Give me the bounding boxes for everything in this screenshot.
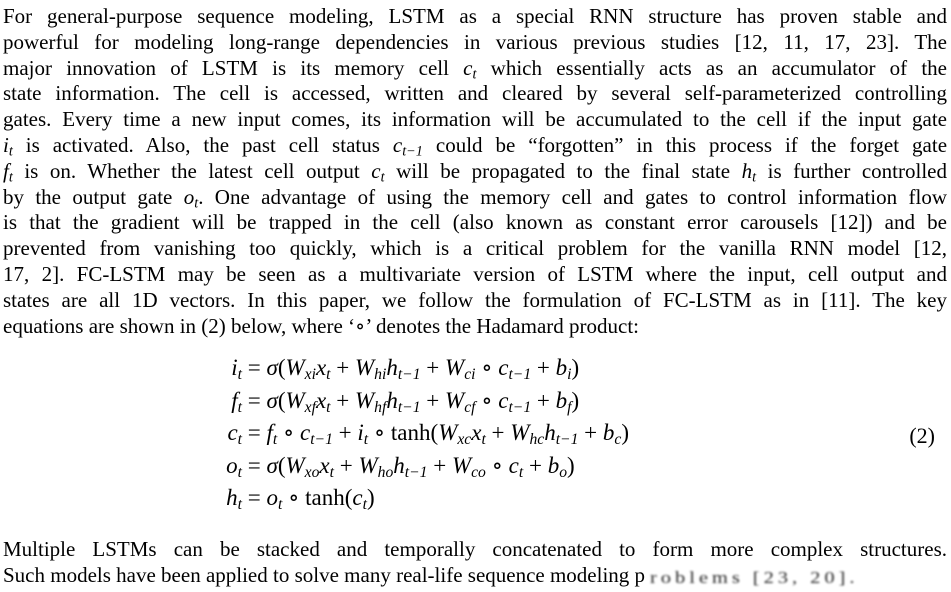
math-var: $h_{t-1}$ xyxy=(544,420,579,448)
degraded-text: roblems [23, 20]. xyxy=(650,567,859,588)
math-operator: = xyxy=(242,485,267,510)
math-var: $c_t$ xyxy=(463,55,477,82)
math-var: $c_{t-1}$ xyxy=(300,420,333,448)
text-line: 17, 2]. FC-LSTM may be seen as a multivariate version of LSTM where the input, cell output and xyxy=(3,261,947,286)
math-var: $c_t$ xyxy=(352,485,367,513)
math-var: $c_t$ xyxy=(371,158,385,185)
math-var: $h_t$ xyxy=(226,485,242,513)
text-line: powerful for modeling long-range dependencies in various previous studies [12, 11, 17, 23]. The xyxy=(3,29,947,54)
math-var: $b_c$ xyxy=(602,420,622,448)
equation-line xyxy=(212,385,629,418)
math-var: $b_o$ xyxy=(547,452,568,481)
math-operator: ) xyxy=(571,355,580,380)
math-var: $c_t$ xyxy=(508,452,524,481)
paragraph-stacked-lstms xyxy=(3,537,947,589)
math-var: $h_t$ xyxy=(741,158,757,185)
math-operator: ( xyxy=(277,387,286,413)
math-var: $f_t$ xyxy=(266,420,278,448)
equation-lhs xyxy=(212,352,242,385)
math-operator: + xyxy=(523,452,548,478)
equation-line xyxy=(212,482,629,515)
math-operator: ∘ xyxy=(485,452,509,478)
math-operator: + xyxy=(420,355,446,380)
equation-line xyxy=(212,352,629,385)
text-line: equations are shown in (2) below, where ‘∘’ denotes the Hadamard product: xyxy=(3,313,639,338)
math-operator: = xyxy=(242,452,267,478)
math-operator: = xyxy=(242,420,267,445)
math-var: $f_t$ xyxy=(231,387,242,416)
text-line: For general-purpose sequence modeling, LSTM as a special RNN structure has proven stable and xyxy=(3,4,947,28)
equation-block xyxy=(212,352,629,515)
math-var: $h_{t-1}$ xyxy=(386,387,421,416)
math-operator: ) xyxy=(567,452,575,478)
text-line: $f_t$ is on. Whether the latest cell output $c_t$ will be propagated to the final state $h_t$ is further controlled xyxy=(3,158,947,185)
text-line: gates. Every time a new input comes, its information will be accumulated to the cell if the input gate xyxy=(3,107,947,132)
math-var: $c_t$ xyxy=(227,420,242,448)
math-var: $o_t$ xyxy=(226,452,242,481)
math-var: $o_t$ xyxy=(266,485,283,513)
math-var: $W_{xo}$ xyxy=(285,452,320,481)
math-greek: σ xyxy=(266,387,278,413)
math-operator: = xyxy=(242,355,267,380)
math-greek: σ xyxy=(266,452,278,478)
math-operator: + xyxy=(427,452,452,478)
math-var: $h_{t-1}$ xyxy=(393,452,428,481)
equation-number: (2) xyxy=(909,423,935,448)
math-var: $f_t$ xyxy=(3,158,13,185)
math-var: $i_t$ xyxy=(357,420,369,448)
math-var: $o_t$ xyxy=(183,184,199,211)
text-line: Such models have been applied to solve many real-life sequence modeling p roblems [23, 20]. xyxy=(3,562,859,588)
math-operator: ∘ tanh( xyxy=(368,420,439,445)
math-var: $W_{ho}$ xyxy=(358,452,394,481)
math-operator: + xyxy=(333,452,359,478)
math-var: $i_t$ xyxy=(231,355,242,383)
math-operator: + xyxy=(330,387,355,413)
math-var: $x_t$ xyxy=(471,420,486,448)
math-operator: + xyxy=(531,355,556,380)
equation-lhs xyxy=(212,417,242,450)
paragraph-lstm-intro xyxy=(3,4,947,339)
math-var: $x_t$ xyxy=(315,355,331,383)
math-var: $c_{t-1}$ xyxy=(498,387,532,416)
math-var: $W_{hf}$ xyxy=(355,387,387,416)
math-var: $W_{hi}$ xyxy=(355,355,387,383)
math-var: $W_{co}$ xyxy=(451,452,486,481)
math-operator: = xyxy=(242,387,267,413)
math-var: $W_{xf}$ xyxy=(285,387,316,416)
math-var: $c_{t-1}$ xyxy=(392,132,423,159)
math-var: $W_{cf}$ xyxy=(445,387,476,416)
math-var: $h_{t-1}$ xyxy=(386,355,421,383)
math-operator: + xyxy=(578,420,603,445)
math-var: $W_{ci}$ xyxy=(445,355,476,383)
math-var: $W_{xc}$ xyxy=(438,420,472,448)
math-operator: ) xyxy=(571,387,580,413)
text-line: major innovation of LSTM is its memory cell $c_t$ which essentially acts as an accumulator of the xyxy=(3,55,947,82)
math-greek: σ xyxy=(266,355,278,380)
math-operator: ( xyxy=(277,452,286,478)
math-operator: ∘ xyxy=(475,355,499,380)
math-var: $x_t$ xyxy=(315,387,331,416)
equation-lhs xyxy=(212,482,242,515)
equation-line xyxy=(212,450,629,483)
text-line: Multiple LSTMs can be stacked and temporally concatenated to form more complex structures. xyxy=(3,537,947,561)
math-var: $c_{t-1}$ xyxy=(498,355,532,383)
math-var: $W_{xi}$ xyxy=(285,355,316,383)
math-var: $x_t$ xyxy=(319,452,334,481)
equation-lhs xyxy=(212,450,242,483)
math-operator: ∘ tanh( xyxy=(282,485,353,510)
math-var: $i_t$ xyxy=(3,132,13,159)
math-operator: ∘ xyxy=(475,387,499,413)
text-line: state information. The cell is accessed, written and cleared by several self-parameterized controlling xyxy=(3,81,947,106)
math-operator: + xyxy=(330,355,355,380)
math-operator: + xyxy=(485,420,511,445)
text-line: $i_t$ is activated. Also, the past cell status $c_{t-1}$ could be “forgotten” in this process if the forget gate xyxy=(3,132,947,159)
math-var: $b_i$ xyxy=(555,355,572,383)
math-var: $b_f$ xyxy=(555,387,572,416)
math-operator: + xyxy=(531,387,556,413)
equation-lhs xyxy=(212,385,242,418)
math-operator: ) xyxy=(366,485,375,510)
text-line: prevented from vanishing too quickly, which is a critical problem for the vanilla RNN model [12, xyxy=(3,236,947,261)
math-operator: ∘ xyxy=(277,420,300,445)
math-operator: ( xyxy=(277,355,286,380)
text-line: states are all 1D vectors. In this paper, we follow the formulation of FC-LSTM as in [11]. The key xyxy=(3,287,947,312)
text-line: is that the gradient will be trapped in the cell (also known as constant error carousels [12]) and be xyxy=(3,210,947,235)
text-line: by the output gate $o_t$. One advantage of using the memory cell and gates to control information flow xyxy=(3,184,947,211)
equation-line xyxy=(212,417,629,450)
math-var: $W_{hc}$ xyxy=(510,420,545,448)
math-operator: ) xyxy=(621,420,629,445)
math-operator: + xyxy=(332,420,358,445)
math-operator: + xyxy=(420,387,446,413)
